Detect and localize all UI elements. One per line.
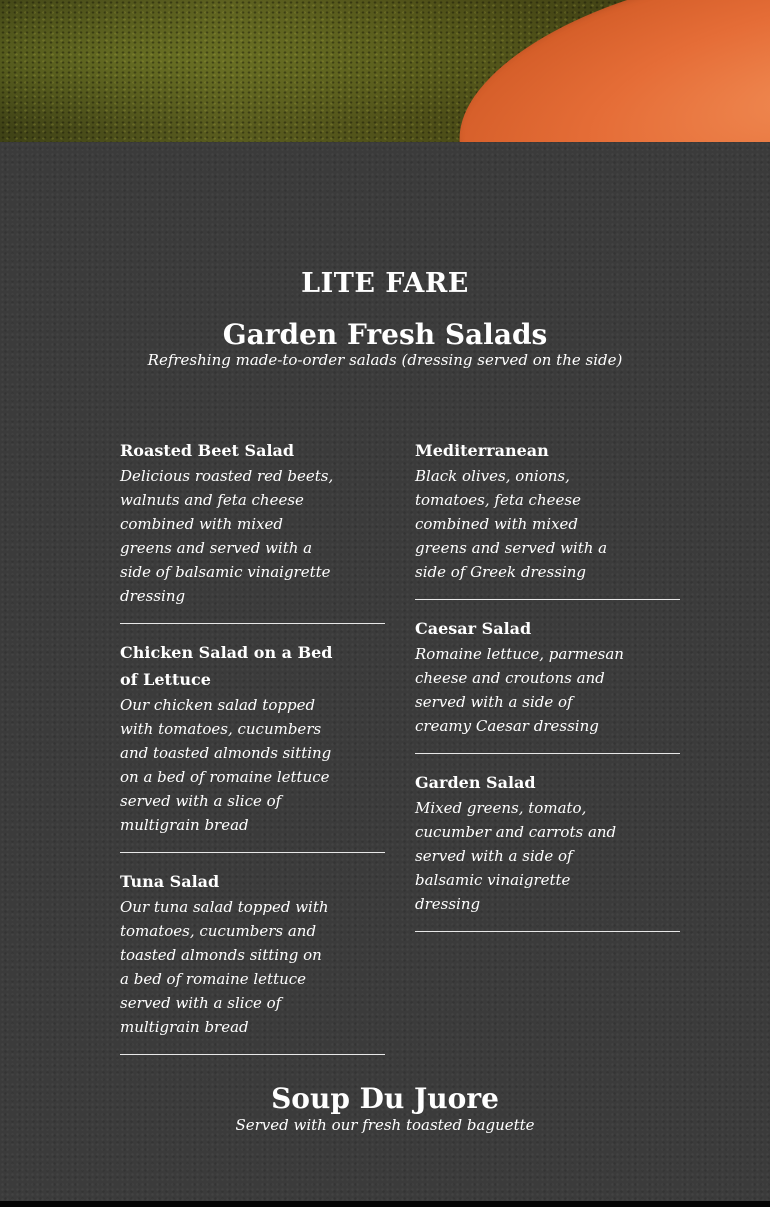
menu-item-name: Garden Salad <box>415 773 536 792</box>
section-title: Garden Fresh Salads <box>222 318 548 351</box>
section-subtitle: Refreshing made-to-order salads (dressing served on the side) <box>147 351 623 369</box>
menu-item-description: Delicious roasted red beets, walnuts and feta cheese combined with mixed greens and served with a side of balsamic vinaigrette dressing <box>120 467 334 605</box>
menu-item-description: Mixed greens, tomato, cucumber and carrots and served with a side of balsamic vinaigrette dressing <box>415 799 617 913</box>
menu-item-name: Tuna Salad <box>120 872 220 891</box>
menu-item-description: Black olives, onions, tomatoes, feta cheese combined with mixed greens and served with a side of Greek dressing <box>415 467 608 581</box>
menu-item-caesar-salad <box>415 615 680 754</box>
menu-item-name: Roasted Beet Salad <box>120 441 295 460</box>
soup-title: Soup Du Juore <box>271 1082 499 1115</box>
section-kicker: LITE FARE <box>301 268 469 299</box>
hero-image <box>0 0 770 142</box>
menu-item-description: Our tuna salad topped with tomatoes, cucumbers and toasted almonds sitting on a bed of romaine lettuce served with a slice of multigrain bread <box>120 898 329 1036</box>
menu-item-description: Romaine lettuce, parmesan cheese and croutons and served with a side of creamy Caesar dressing <box>415 645 624 735</box>
menu-item-name: Chicken Salad on a Bed of Lettuce <box>120 643 333 689</box>
menu-item-roasted-beet-salad <box>120 437 385 624</box>
soup-subtitle: Served with our fresh toasted baguette <box>235 1116 535 1134</box>
bottom-bar <box>0 1201 770 1207</box>
menu-item-garden-salad <box>415 769 680 932</box>
menu-item-chicken-salad <box>120 639 385 853</box>
menu-item-description: Our chicken salad topped with tomatoes, cucumbers and toasted almonds sitting on a bed of romaine lettuce served with a slice of multigrain bread <box>120 696 332 834</box>
menu-item-mediterranean <box>415 437 680 600</box>
hero-vegetable-shape <box>437 0 770 142</box>
menu-item-name: Caesar Salad <box>415 619 532 638</box>
menu-item-tuna-salad <box>120 868 385 1055</box>
menu-section <box>0 142 770 1201</box>
menu-item-name: Mediterranean <box>415 441 549 460</box>
